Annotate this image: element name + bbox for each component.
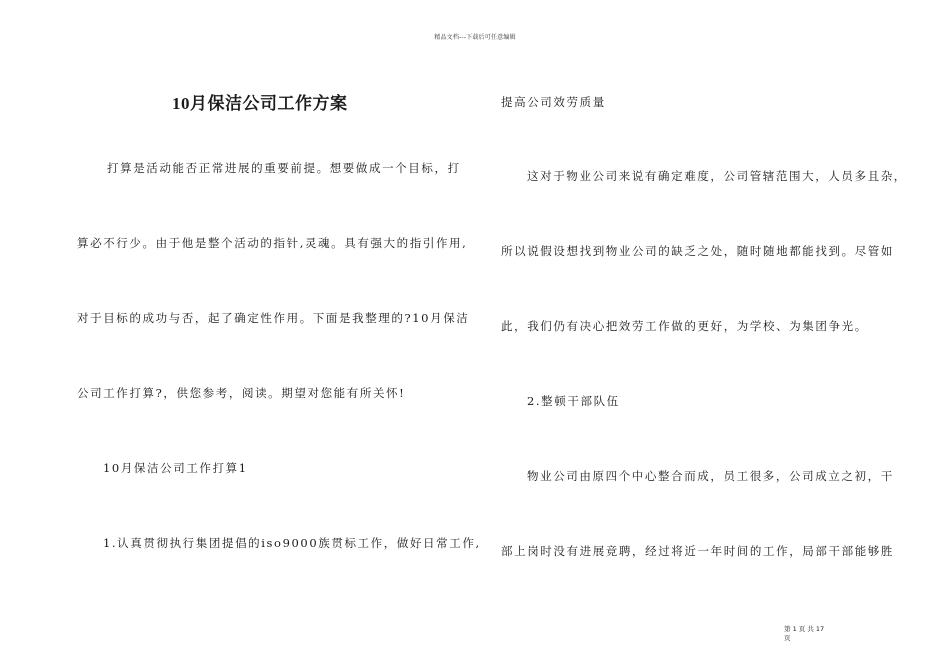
paragraph-line: 这对于物业公司来说有确定难度，公司管辖范围大，人员多且杂， [527,169,907,183]
page-number-line: 第 1 页 共 17 [784,625,825,633]
paragraph-line: 打算是活动能否正常进展的重要前提。想要做成一个目标，打 [107,161,461,175]
section-heading: 2.整顿干部队伍 [527,394,620,408]
paragraph-line: 算必不行少。由于他是整个活动的指针,灵魂。具有强大的指引作用, [77,236,468,250]
page-number [784,625,844,643]
paragraph-line: 提高公司效劳质量 [501,95,606,109]
paragraph-line: 1.认真贯彻执行集团提倡的iso9000族贯标工作，做好日常工作, [103,536,481,550]
paragraph-line: 部上岗时没有进展竞聘，经过将近一年时间的工作，局部干部能够胜 [501,544,894,558]
paragraph-line: 此，我们仍有决心把效劳工作做的更好，为学校、为集团争光。 [501,319,868,333]
paragraph-line: 所以说假设想找到物业公司的缺乏之处，随时随地都能找到。尽管如 [501,244,894,258]
paragraph-line: 公司工作打算?，供您参考，阅读。期望对您能有所关怀! [77,386,406,400]
paragraph-line: 对于目标的成功与否，起了确定性作用。下面是我整理的?10月保洁 [77,311,470,325]
page-number-line: 页 [784,634,791,642]
page-header-note: 精品文档---下载后可任意编辑 [434,34,516,41]
paragraph-line: 物业公司由原四个中心整合而成，员工很多，公司成立之初，干 [527,469,894,483]
section-heading: 10月保洁公司工作打算1 [103,461,248,475]
document-title: 10月保洁公司工作方案 [172,94,348,113]
